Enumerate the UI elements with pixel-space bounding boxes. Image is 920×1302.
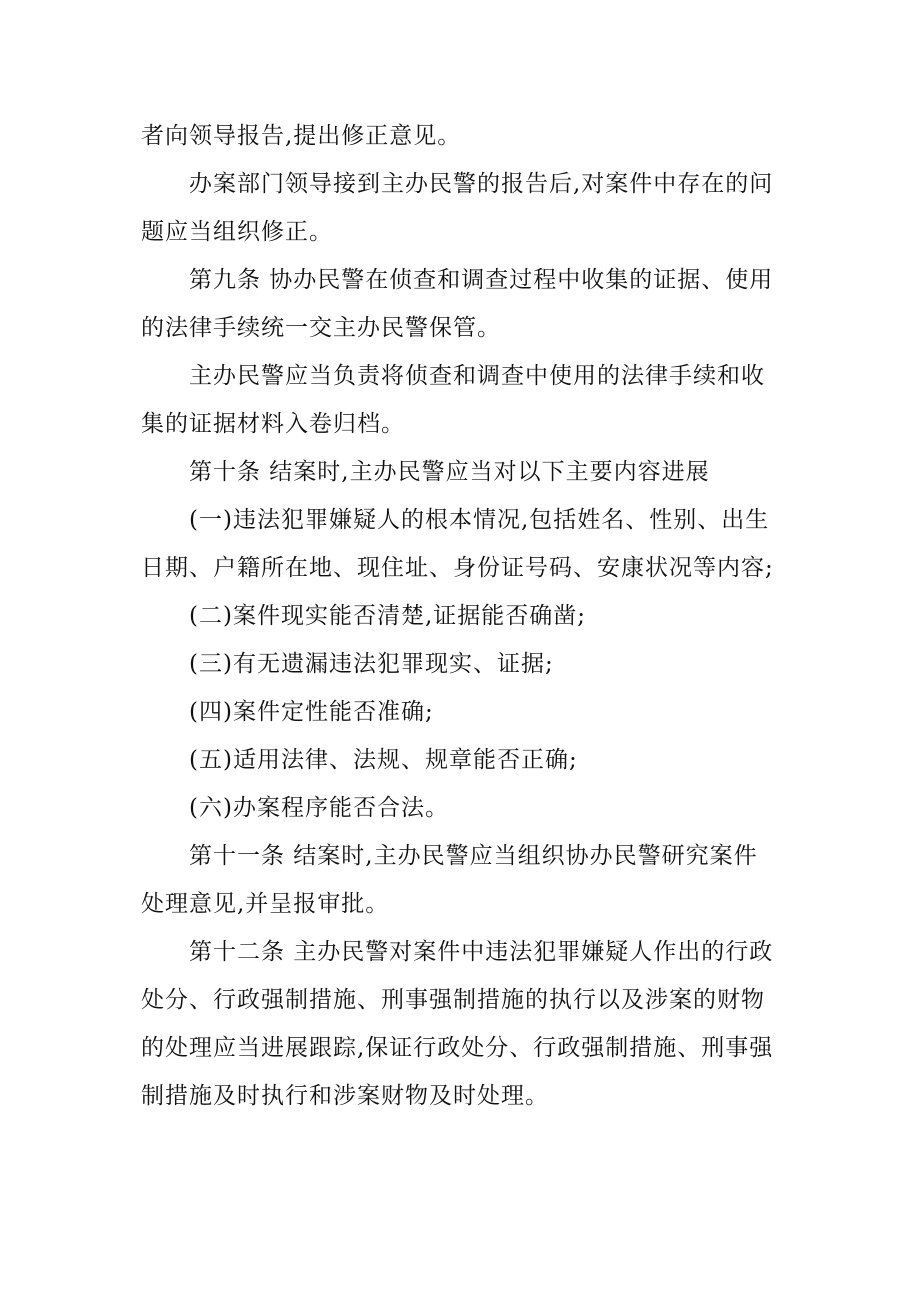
list-item-4: (四)案件定性能否准确;	[189, 699, 434, 725]
list-item-2: (二)案件现实能否清楚,证据能否确凿;	[189, 603, 587, 629]
paragraph-4: 主办民警应当负责将侦查和调查中使用的法律手续和收集的证据材料入卷归档。	[141, 363, 765, 437]
document-body	[141, 112, 781, 1120]
article-11: 第十一条 结案时,主办民警应当组织协办民警研究案件处理意见,并呈报审批。	[141, 843, 758, 917]
paragraph-2: 办案部门领导接到主办民警的报告后,对案件中存在的问题应当组织修正。	[141, 171, 774, 245]
list-item-5: (五)适用法律、法规、规章能否正确;	[189, 747, 578, 773]
list-item-1: (一)违法犯罪嫌疑人的根本情况,包括姓名、性别、出生日期、户籍所在地、现住址、身份证号码、安康状况等内容;	[141, 507, 774, 581]
list-item-3: (三)有无遗漏违法犯罪现实、证据;	[189, 651, 554, 677]
article-10: 第十条 结案时,主办民警应当对以下主要内容进展	[189, 459, 710, 485]
paragraph-1: 者向领导报告,提出修正意见。	[141, 123, 462, 149]
article-9: 第九条 协办民警在侦查和调查过程中收集的证据、使用的法律手续统一交主办民警保管。	[141, 267, 774, 341]
list-item-6: (六)办案程序能否合法。	[189, 795, 449, 821]
article-12: 第十二条 主办民警对案件中违法犯罪嫌疑人作出的行政处分、行政强制措施、刑事强制措施的执行以及涉案的财物的处理应当进展跟踪,保证行政处分、行政强制措施、刑事强制措施及时执行和涉案财物及时处理。	[141, 939, 774, 1109]
